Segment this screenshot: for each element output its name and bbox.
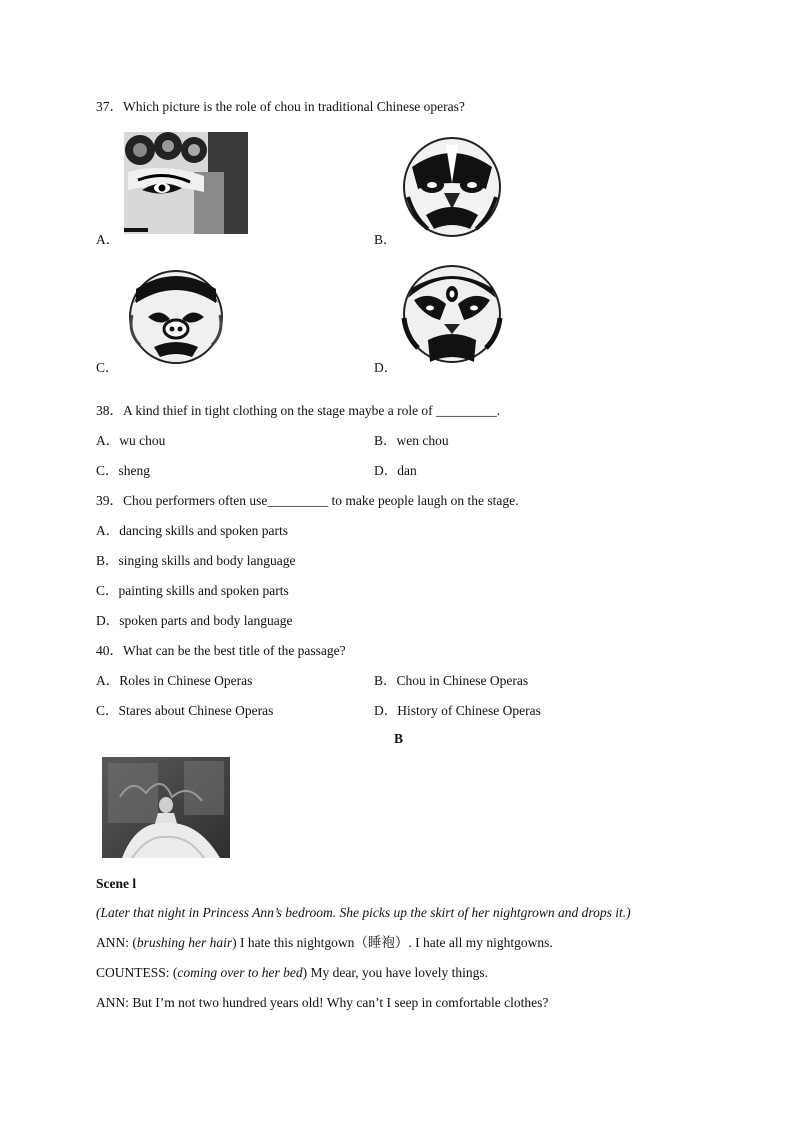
scene-photo	[102, 757, 230, 858]
option-d-label: D．	[374, 360, 398, 375]
speaker-countess: COUNTESS: (	[96, 965, 178, 980]
question-38: 38．A kind thief in tight clothing on the stage maybe a role of _________.	[96, 403, 501, 418]
speaker-ann: ANN: (	[96, 935, 137, 950]
dialogue-line-3	[96, 994, 548, 1012]
q38-option-a: A．wu chou	[96, 433, 166, 448]
line-3-text: But I’m not two hundred years old! Why can’t I seep in comfortable clothes?	[129, 995, 549, 1010]
option-b-picture	[400, 137, 504, 237]
q39-option-c: C．painting skills and spoken parts	[96, 583, 289, 598]
line-1-direction: brushing her hair	[136, 935, 233, 950]
question-37: 37．Which picture is the role of chou in traditional Chinese operas?	[96, 99, 465, 114]
stage-direction: (Later that night in Princess Ann’s bedroom. She picks up the skirt of her nightgrown and drops it.)	[96, 905, 631, 920]
section-b-heading: B	[394, 731, 404, 746]
dialogue-line-2	[96, 964, 488, 982]
q40-option-a: A．Roles in Chinese Operas	[96, 673, 253, 688]
q39-option-a: A．dancing skills and spoken parts	[96, 523, 288, 538]
q39-option-b: B．singing skills and body language	[96, 553, 296, 568]
option-d-picture	[400, 264, 504, 364]
q39-option-d: D．spoken parts and body language	[96, 613, 293, 628]
question-40: 40．What can be the best title of the passage?	[96, 643, 346, 658]
option-c-picture	[124, 263, 228, 365]
q38-option-d: D．dan	[374, 463, 417, 478]
line-2-text: ) My dear, you have lovely things.	[302, 965, 489, 980]
option-a-picture	[124, 132, 248, 234]
q38-option-c: C．sheng	[96, 463, 150, 478]
option-a-label: A．	[96, 232, 120, 247]
speaker-ann-2: ANN:	[96, 995, 129, 1010]
q40-option-b: B．Chou in Chinese Operas	[374, 673, 529, 688]
q40-option-c: C．Stares about Chinese Operas	[96, 703, 274, 718]
question-39: 39．Chou performers often use_________ to make people laugh on the stage.	[96, 493, 519, 508]
scene-title: Scene l	[96, 876, 137, 891]
line-2-direction: coming over to her bed	[177, 965, 303, 980]
q40-option-d: D．History of Chinese Operas	[374, 703, 541, 718]
dialogue-line-1	[96, 934, 553, 952]
option-b-label: B．	[374, 232, 397, 247]
q38-option-b: B．wen chou	[374, 433, 449, 448]
line-1-text: ) I hate this nightgown（睡袍）. I hate all my nightgowns.	[232, 935, 553, 950]
option-c-label: C．	[96, 360, 119, 375]
